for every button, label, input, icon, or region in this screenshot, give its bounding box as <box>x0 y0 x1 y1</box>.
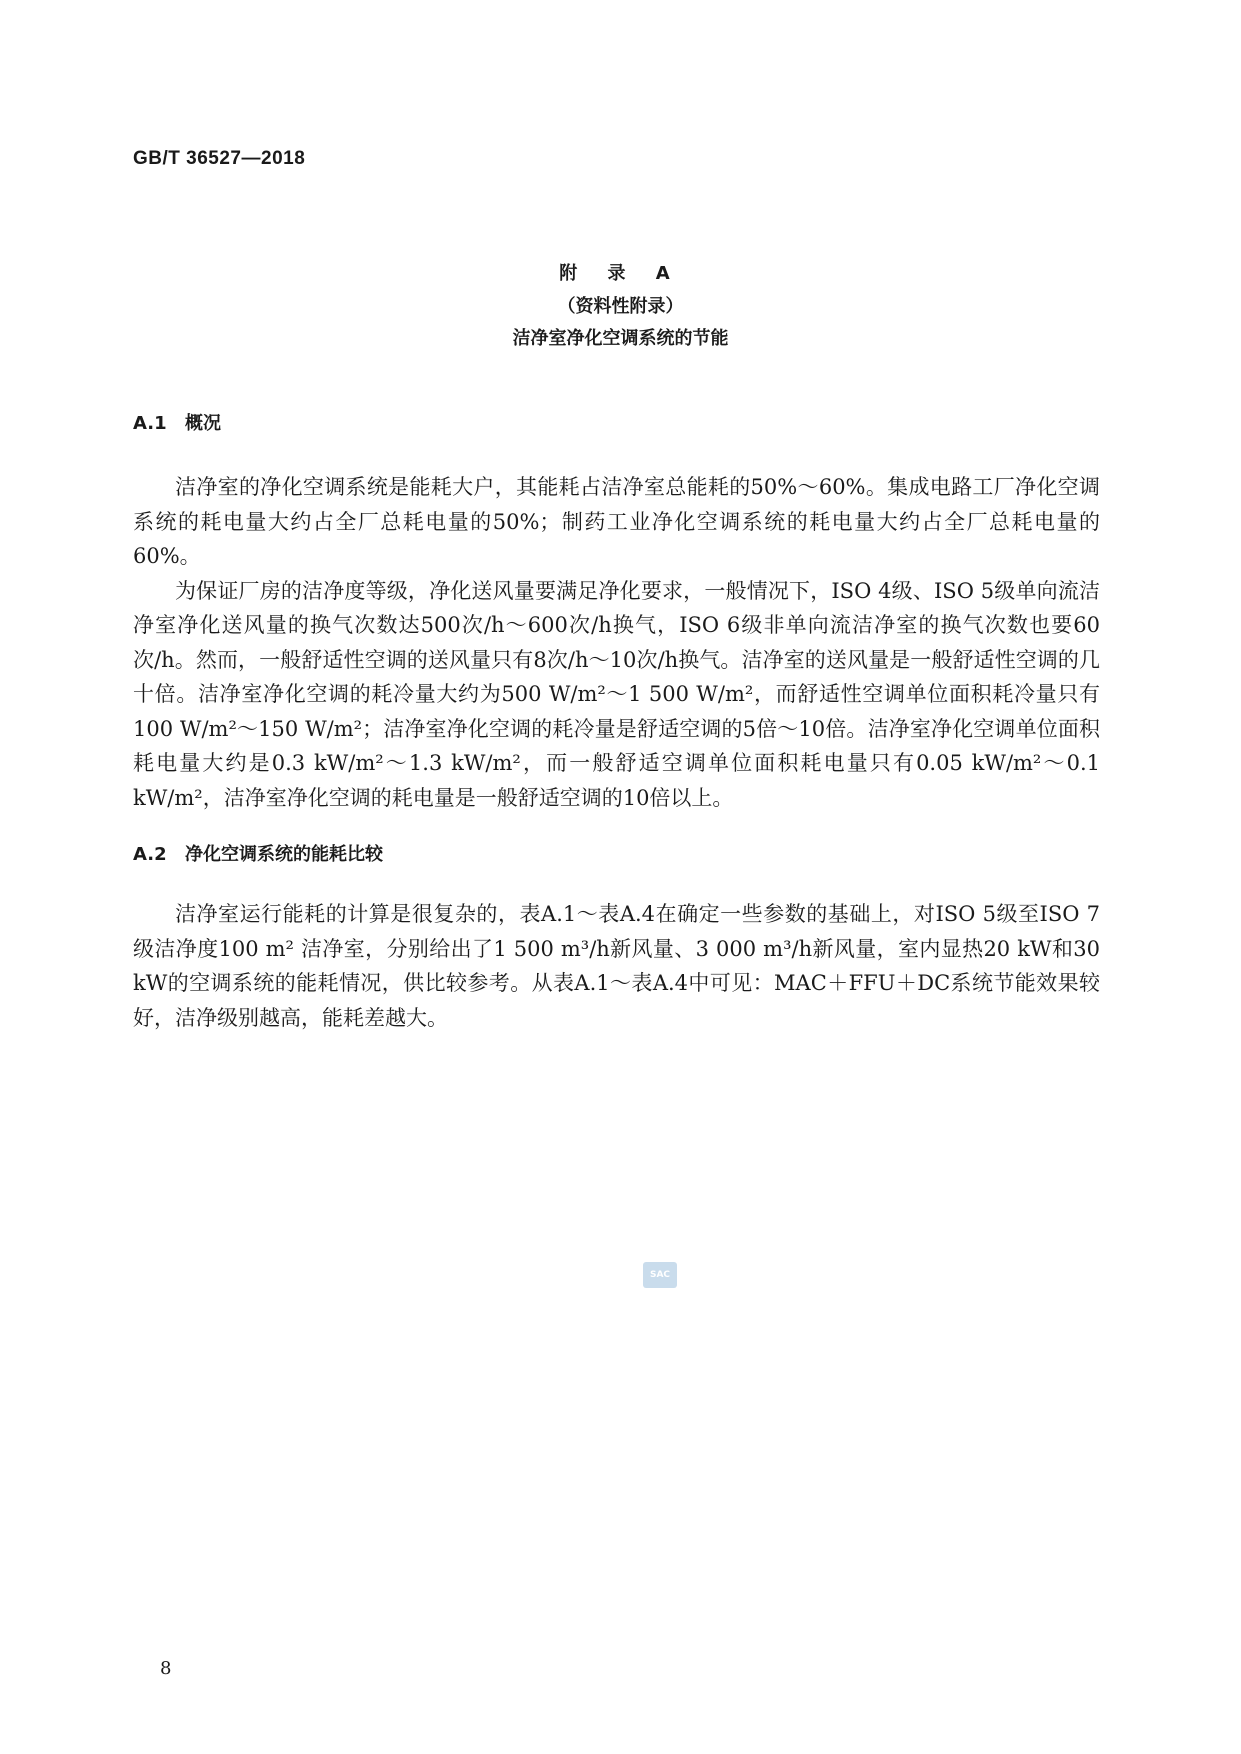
section-a1-body <box>133 470 1100 815</box>
paragraph: 为保证厂房的洁净度等级，净化送风量要满足净化要求，一般情况下，ISO 4级、ISO 5级单向流洁净室净化送风量的换气次数达500次/h～600次/h换气，ISO 6级非单向流洁净室的换气次数也要60次/h。然而，一般舒适性空调的送风量只有8次/h～10次/h换气。洁净室的送风量是一般舒适性空调的几十倍。洁净室净化空调的耗冷量大约为500 W/m²～1 500 W/m²，而舒适性空调单位面积耗冷量只有100 W/m²～150 W/m²；洁净室净化空调的耗冷量是舒适空调的5倍～10倍。洁净室净化空调单位面积耗电量大约是0.3 kW/m²～1.3 kW/m²，而一般舒适空调单位面积耗电量只有0.05 kW/m²～0.1 kW/m²，洁净室净化空调的耗电量是一般舒适空调的10倍以上。 <box>133 578 1100 810</box>
section-heading-a2 <box>133 840 383 866</box>
appendix-type: （资料性附录） <box>557 296 684 317</box>
sac-watermark-logo: SAC <box>643 1262 677 1288</box>
section-title: 净化空调系统的能耗比较 <box>185 844 383 865</box>
section-number: A.2 <box>133 844 167 865</box>
appendix-title: 附 录 A <box>559 263 682 284</box>
section-heading-a1 <box>133 409 221 435</box>
page-number: 8 <box>160 1658 172 1679</box>
section-title: 概况 <box>185 413 221 434</box>
section-a2-body <box>133 897 1100 1035</box>
paragraph: 洁净室的净化空调系统是能耗大户，其能耗占洁净室总能耗的50%～60%。集成电路工厂净化空调系统的耗电量大约占全厂总耗电量的50%；制药工业净化空调系统的耗电量大约占全厂总耗电量的60%。 <box>133 475 1100 568</box>
standard-code: GB/T 36527—2018 <box>133 148 306 169</box>
paragraph: 洁净室运行能耗的计算是很复杂的，表A.1～表A.4在确定一些参数的基础上，对ISO 5级至ISO 7级洁净度100 m² 洁净室，分别给出了1 500 m³/h新风量、3 000 m³/h新风量，室内显热20 kW和30 kW的空调系统的能耗情况，供比较参考。从表A.1～表A.4中可见：MAC＋FFU＋DC系统节能效果较好，洁净级别越高，能耗差越大。 <box>133 902 1100 1030</box>
section-number: A.1 <box>133 413 167 434</box>
appendix-subject: 洁净室净化空调系统的节能 <box>512 328 729 349</box>
